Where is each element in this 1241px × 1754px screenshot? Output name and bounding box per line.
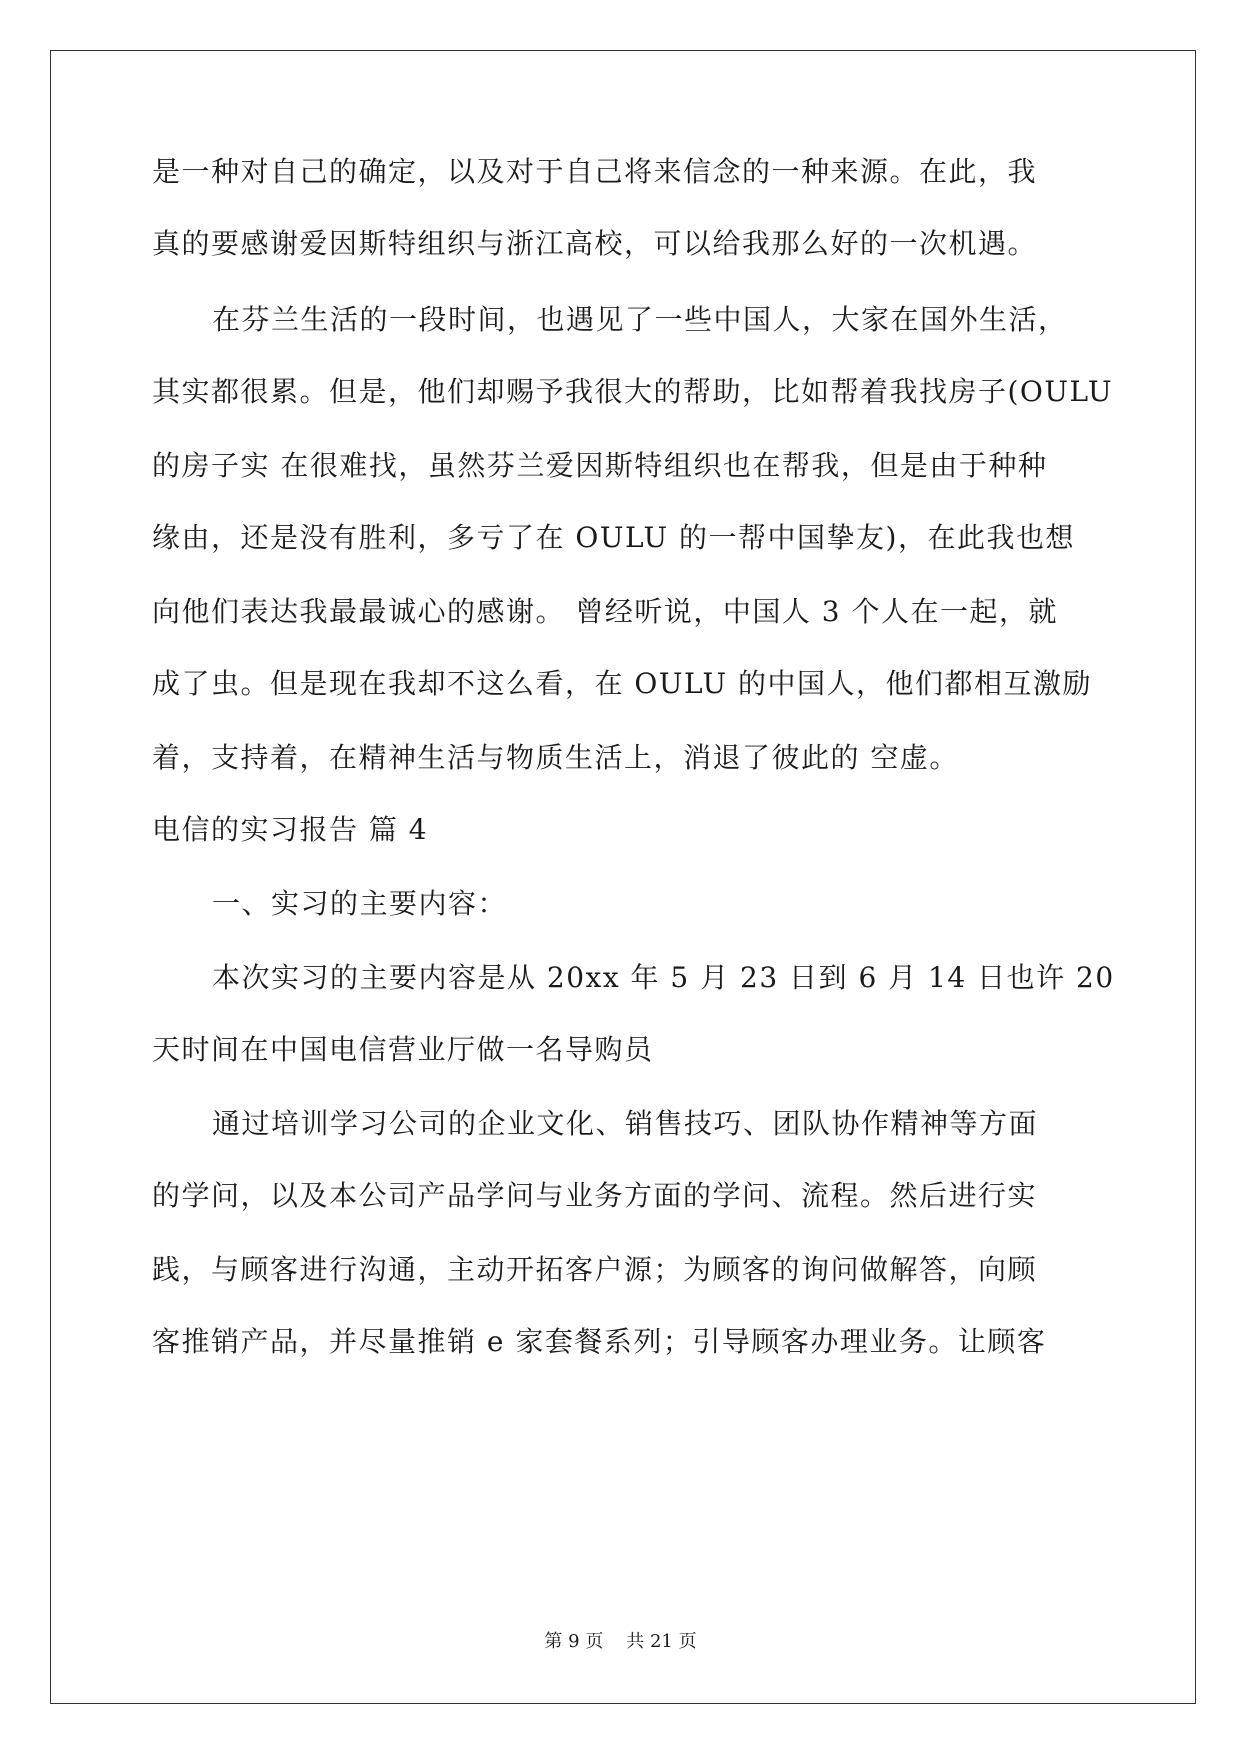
paragraph-line: 客推销产品，并尽量推销 e 家套餐系列；引导顾客办理业务。让顾客	[152, 1325, 1047, 1358]
paragraph-line: 在芬兰生活的一段时间，也遇见了一些中国人，大家在国外生活，	[212, 303, 1068, 336]
page-footer	[0, 1630, 1241, 1654]
paragraph-line: 着，支持着，在精神生活与物质生活上，消退了彼此的 空虚。	[152, 741, 959, 774]
paragraph-line: 通过培训学习公司的企业文化、销售技巧、团队协作精神等方面	[212, 1107, 1039, 1140]
paragraph-line: 真的要感谢爱因斯特组织与浙江高校，可以给我那么好的一次机遇。	[152, 227, 1038, 260]
paragraph-line: 是一种对自己的确定，以及对于自己将来信念的一种来源。在此，我	[152, 155, 1038, 188]
subsection-heading: 一、实习的主要内容：	[212, 887, 508, 920]
page-total: 共 21 页	[626, 1631, 697, 1652]
section-heading: 电信的实习报告 篇 4	[152, 813, 429, 846]
paragraph-line: 缘由，还是没有胜利，多亏了在 OULU 的一帮中国挚友)，在此我也想	[152, 521, 1075, 554]
page-number: 第 9 页	[544, 1631, 604, 1652]
paragraph-line: 成了虫。但是现在我却不这么看，在 OULU 的中国人，他们都相互激励	[152, 667, 1093, 700]
paragraph-line: 的学问，以及本公司产品学问与业务方面的学问、流程。然后进行实	[152, 1179, 1038, 1212]
paragraph-line: 本次实习的主要内容是从 20xx 年 5 月 23 日到 6 月 14 日也许 20	[212, 961, 1115, 994]
paragraph-line: 其实都很累。但是，他们却赐予我很大的帮助，比如帮着我找房子(OULU	[152, 375, 1114, 408]
page-border	[50, 50, 1196, 1704]
paragraph-line: 向他们表达我最最诚心的感谢。 曾经听说，中国人 3 个人在一起，就	[152, 595, 1059, 628]
paragraph-line: 的房子实 在很难找，虽然芬兰爱因斯特组织也在帮我，但是由于种种	[152, 449, 1048, 482]
paragraph-line: 天时间在中国电信营业厅做一名导购员	[152, 1033, 654, 1066]
paragraph-line: 践，与顾客进行沟通，主动开拓客户源；为顾客的询问做解答，向顾	[152, 1253, 1038, 1286]
